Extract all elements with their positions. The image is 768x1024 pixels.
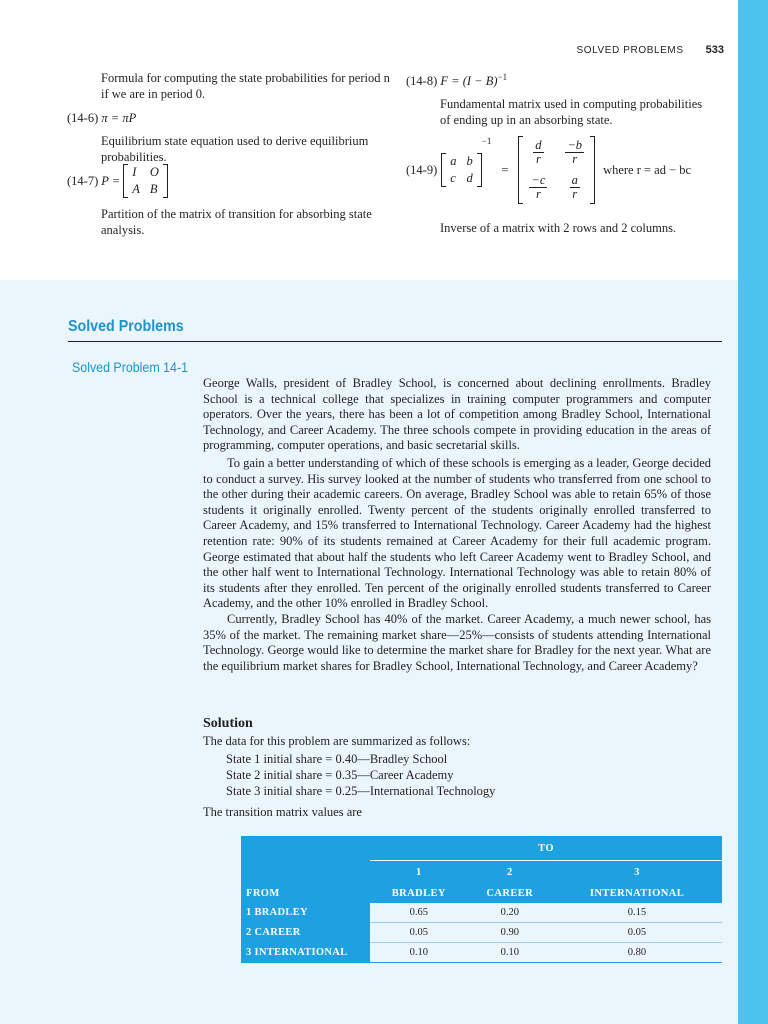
equation-14-9: [406, 136, 691, 204]
equation-14-6-description: Equilibrium state equation used to derive equilibrium probabilities.: [101, 134, 369, 164]
inverse-entry: $\frac{a}{r}$: [571, 173, 578, 201]
table-cell: 0.20: [468, 903, 552, 923]
formula-intro-text: Formula for computing the state probabilities for period n if we are in period 0.: [101, 71, 390, 101]
problem-paragraph: To gain a better understanding of which of these schools is emerging as a leader, George decided to conduct a survey. His survey looked at the number of students who transferred from one school to the other during their academic careers. On average, Bradley School was able to retain 65% of those students it originally enrolled. Twenty percent of the students originally enrolled transferred to Career Academy, and 15% transferred to International Technology. Career Academy had the highest retention rate: 90% of its students remained at Career Academy for their full academic program. George estimated that about half the students who left Career Academy went to Bradley School, and the other half went to International Technology. International Technology was able to retain 80% of its students after they enrolled. Ten percent of the originally enrolled students transferred to Career Academy, and the other 10% enrolled in Bradley School.: [203, 456, 711, 611]
matrix-entry: O: [149, 165, 159, 179]
column-name: CAREER: [468, 883, 552, 903]
section-title: Solved Problems: [68, 318, 184, 335]
equation-exponent: −1: [497, 72, 508, 82]
to-header: TO: [370, 836, 722, 861]
matrix-entry: a: [450, 154, 457, 168]
matrix-entry: B: [149, 182, 158, 196]
solution-heading: Solution: [203, 716, 253, 731]
equation-14-9-description: Inverse of a matrix with 2 rows and 2 columns.: [440, 221, 677, 235]
ab-matrix: [441, 153, 482, 187]
table-cell: 0.15: [552, 903, 722, 923]
equation-14-7: [67, 164, 168, 198]
table-cell: 0.10: [370, 943, 468, 963]
equation-14-7-description: Partition of the matrix of transition for absorbing state analysis.: [101, 207, 372, 237]
page-header: [576, 44, 724, 56]
state-line: State 3 initial share = 0.25—International Technology: [226, 784, 496, 798]
row-label: 2 CAREER: [241, 923, 370, 943]
equation-label: (14-9): [406, 162, 438, 177]
row-label: 3 INTERNATIONAL: [241, 943, 370, 963]
transition-matrix-table: [241, 836, 722, 963]
problem-paragraph: Currently, Bradley School has 40% of the market. Career Academy, a much newer school, has 35% of the market. The remaining market share—25%—consists of students attending International Technology. George would like to determine the market share for Bradley for the next year. What are the equilibrium market shares for Bradley School, International Technology, and Career Academy?: [203, 612, 711, 673]
page-edge-color-bar: [738, 0, 768, 1024]
page-number: 533: [705, 44, 724, 56]
table-cell: 0.05: [552, 923, 722, 943]
state-line: State 2 initial share = 0.35—Career Academy: [226, 768, 454, 782]
matrix-entry: d: [466, 171, 473, 185]
column-number: 3: [552, 861, 722, 884]
where-clause: where r = ad − bc: [603, 162, 692, 177]
equation-label: (14-6): [67, 111, 99, 125]
equals-sign: =: [501, 162, 509, 177]
table-cell: 0.90: [468, 923, 552, 943]
inverse-entry: $\frac{d}{r}$: [535, 138, 542, 166]
section-divider: [68, 341, 722, 342]
equation-expression: π = πP: [101, 111, 137, 125]
from-header: FROM: [241, 883, 370, 903]
problem-paragraph: George Walls, president of Bradley School, is concerned about declining enrollments. Bradley School is a technical college that specializes in training computer programmers and computer operators. Over the years, there has been a lot of competition among Bradley School, International Technology, and Career Academy. The three schools compete in providing education in the areas of programming, computer operations, and basic secretarial skills.: [203, 376, 711, 453]
matrix-entry: b: [466, 154, 473, 168]
inverse-entry: $\frac{-c}{r}$: [531, 173, 546, 201]
row-label: 1 BRADLEY: [241, 903, 370, 923]
equation-expression: F = (I − B): [440, 74, 498, 89]
column-name: INTERNATIONAL: [552, 883, 722, 903]
matrix-entry: I: [132, 165, 137, 179]
inverse-exponent: −1: [481, 136, 492, 146]
column-number: 1: [370, 861, 468, 884]
equation-lhs: P =: [101, 173, 121, 188]
matrix-entry: A: [132, 182, 140, 196]
table-row: [241, 943, 722, 963]
table-intro: The transition matrix values are: [203, 805, 362, 819]
partition-matrix: [123, 164, 168, 198]
running-title: SOLVED PROBLEMS: [576, 45, 684, 56]
inverse-entry: $\frac{-b}{r}$: [567, 138, 583, 166]
equation-14-8-description: Fundamental matrix used in computing probabilities of ending up in an absorbing state.: [440, 97, 703, 127]
solution-intro: The data for this problem are summarized as follows:: [203, 734, 471, 748]
table-row: [241, 923, 722, 943]
matrix-entry: c: [450, 171, 456, 185]
equation-14-8: [406, 72, 507, 89]
problem-title: Solved Problem 14-1: [72, 360, 188, 375]
equation-label: (14-8): [406, 74, 438, 89]
equation-label: (14-7): [67, 173, 99, 188]
inverse-matrix: [518, 136, 595, 204]
table-cell: 0.65: [370, 903, 468, 923]
equation-14-6: [67, 111, 136, 126]
column-name: BRADLEY: [370, 883, 468, 903]
column-number: 2: [468, 861, 552, 884]
table-cell: 0.80: [552, 943, 722, 963]
state-line: State 1 initial share = 0.40—Bradley School: [226, 752, 448, 766]
table-cell: 0.05: [370, 923, 468, 943]
table-cell: 0.10: [468, 943, 552, 963]
table-row: [241, 903, 722, 923]
